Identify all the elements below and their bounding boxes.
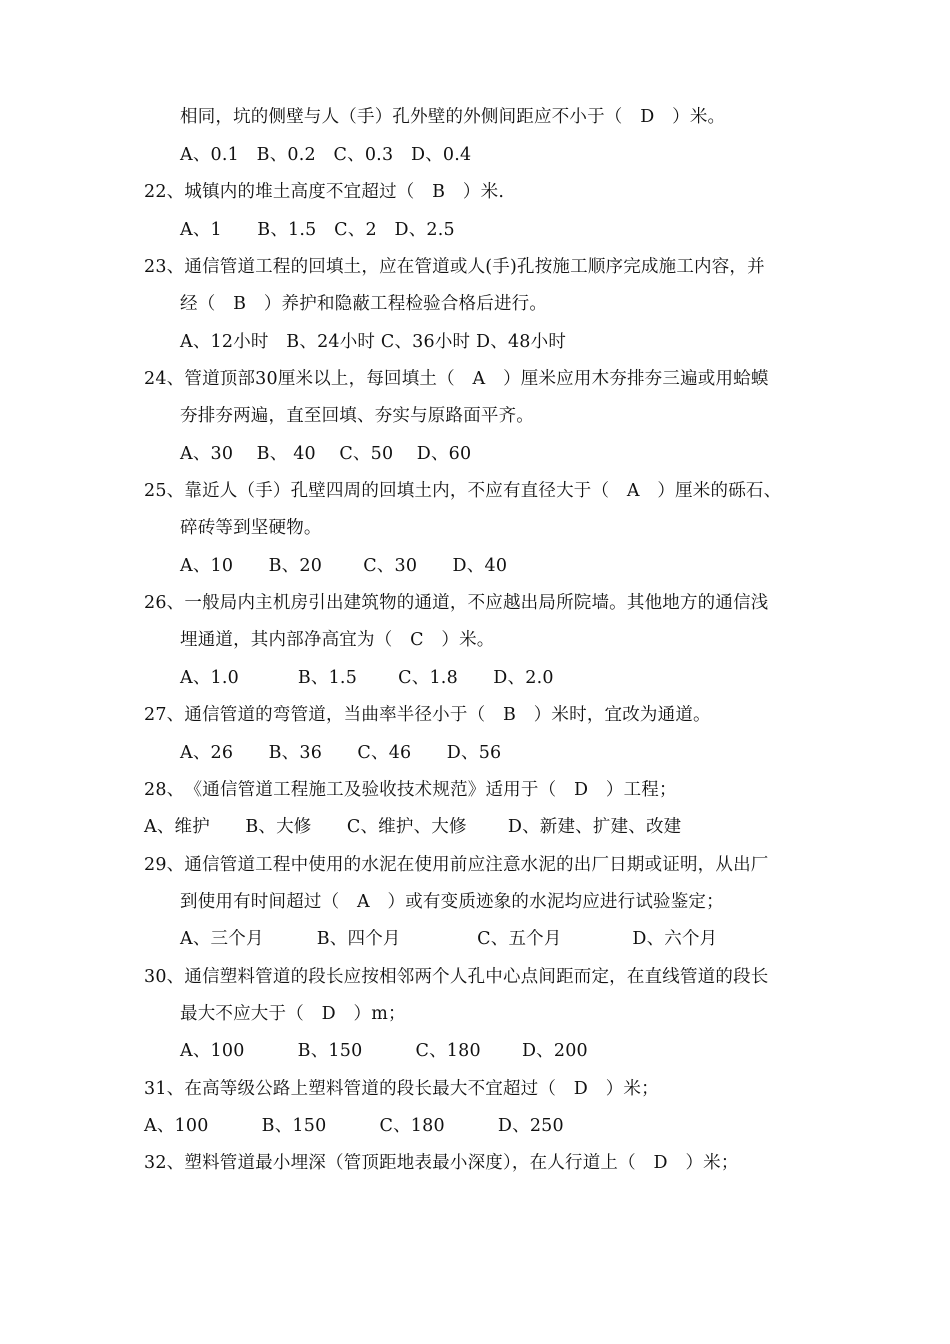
text-line: 最大不应大于（ D ）m； xyxy=(180,1004,406,1024)
answer-options: A、1 B、1.5 C、2 D、2.5 xyxy=(180,220,455,240)
answer-options: A、30 B、 40 C、50 D、60 xyxy=(180,444,472,464)
text-line: 经（ B ）养护和隐蔽工程检验合格后进行。 xyxy=(180,294,548,314)
answer-options: A、1.0 B、1.5 C、1.8 D、2.0 xyxy=(180,668,554,688)
answer-options: A、10 B、20 C、30 D、40 xyxy=(180,556,508,576)
answer-options: A、26 B、36 C、46 D、56 xyxy=(180,743,502,763)
question-29: 29、通信管道工程中使用的水泥在使用前应注意水泥的出厂日期或证明，从出厂 xyxy=(144,855,769,875)
answer-options: A、0.1 B、0.2 C、0.3 D、0.4 xyxy=(180,145,472,165)
answer-options: A、100 B、150 C、180 D、200 xyxy=(180,1041,588,1061)
question-22: 22、城镇内的堆土高度不宜超过（ B ）米. xyxy=(144,182,505,202)
question-27: 27、通信管道的弯管道，当曲率半径小于（ B ）米时，宜改为通道。 xyxy=(144,705,711,725)
text-line: 相同，坑的侧壁与人（手）孔外壁的外侧间距应不小于（ D ）米。 xyxy=(180,107,726,127)
answer-options: A、三个月 B、四个月 C、五个月 D、六个月 xyxy=(180,929,718,949)
question-31: 31、在高等级公路上塑料管道的段长最大不宜超过（ D ）米； xyxy=(144,1079,659,1099)
text-line: 到使用有时间超过（ A ）或有变质迹象的水泥均应进行试验鉴定； xyxy=(180,892,724,912)
text-line: 埋通道，其内部净高宜为（ C ）米。 xyxy=(180,630,495,650)
answer-options: A、12小时 B、24小时 C、36小时 D、48小时 xyxy=(180,332,567,352)
question-25: 25、靠近人（手）孔壁四周的回填土内，不应有直径大于（ A ）厘米的砾石、 xyxy=(144,481,782,501)
question-28: 28、 《通信管道工程施工及验收技术规范》适用于（ D ）工程； xyxy=(144,780,677,800)
question-24: 24、管道顶部30厘米以上，每回填土（ A ）厘米应用木夯排夯三遍或用蛤蟆 xyxy=(144,369,769,389)
question-30: 30、通信塑料管道的段长应按相邻两个人孔中心点间距而定，在直线管道的段长 xyxy=(144,967,769,987)
answer-options: A、维护 B、大修 C、维护、大修 D、新建、扩建、改建 xyxy=(144,817,682,837)
answer-options: A、100 B、150 C、180 D、250 xyxy=(144,1116,564,1136)
question-26: 26、一般局内主机房引出建筑物的通道，不应越出局所院墙。其他地方的通信浅 xyxy=(144,593,769,613)
question-23: 23、通信管道工程的回填土，应在管道或人(手)孔按施工顺序完成施工内容，并 xyxy=(144,257,765,277)
question-32: 32、塑料管道最小埋深（管顶距地表最小深度），在人行道上（ D ）米； xyxy=(144,1153,739,1173)
text-line: 夯排夯两遍，直至回填、夯实与原路面平齐。 xyxy=(180,406,534,426)
text-line: 碎砖等到坚硬物。 xyxy=(180,518,322,538)
